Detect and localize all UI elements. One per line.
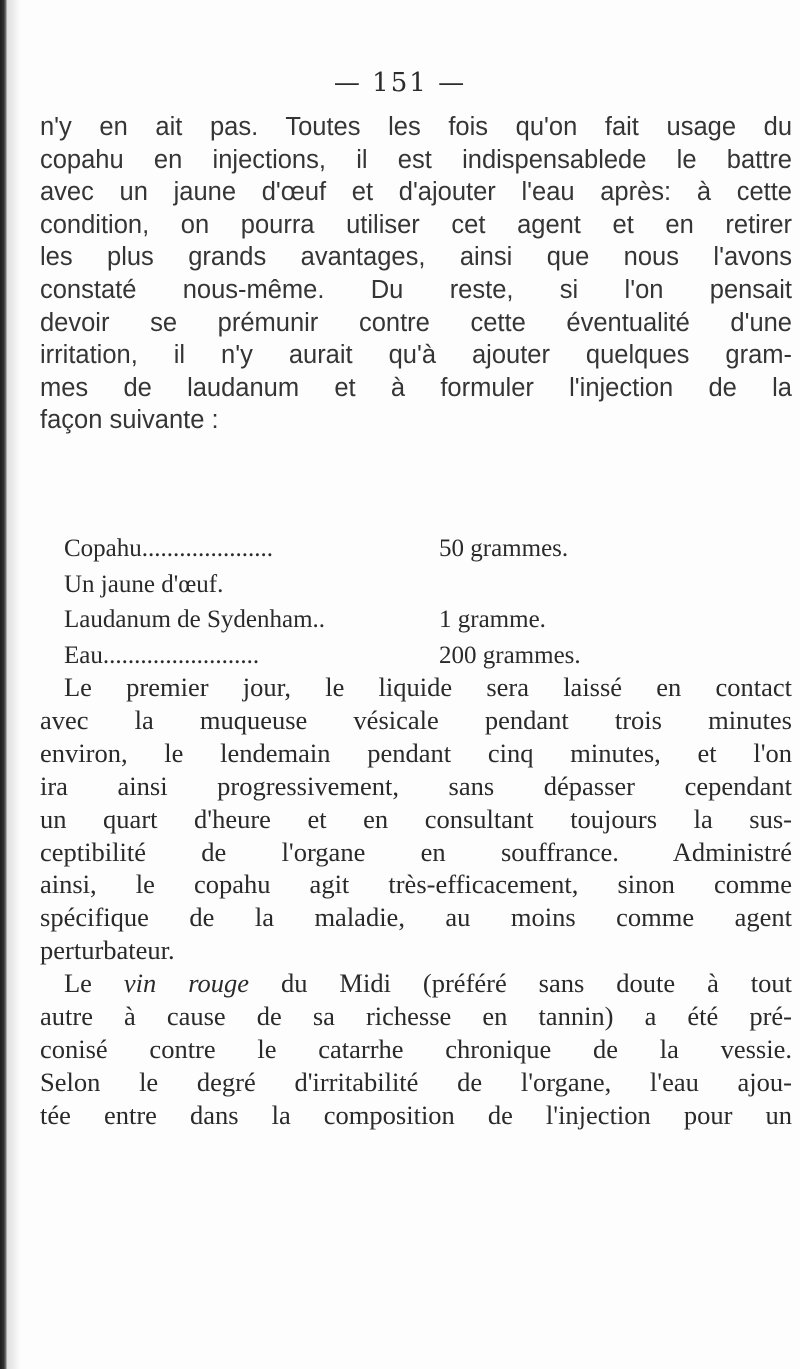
recipe-ingredient: Copahu..................... <box>64 535 274 562</box>
text-line: n'y en ait pas. Toutes les fois qu'on fait usage du <box>40 113 792 141</box>
recipe-item <box>64 602 764 638</box>
text-line: constaté nous-même. Du reste, si l'on pensait <box>40 275 792 304</box>
text-line: ira ainsi progressivement, sans dépasser cependant <box>40 770 792 801</box>
paragraph-1 <box>40 111 792 437</box>
binding-shadow <box>7 0 21 1369</box>
text-line: conisé contre le catarrhe chronique de la vessie. <box>40 1033 792 1064</box>
book-binding-edge <box>0 0 7 1369</box>
recipe-ingredient: Laudanum de Sydenham.. <box>64 606 326 633</box>
text-line: les plus grands avantages, ainsi que nous l'avons <box>40 243 792 272</box>
page-number: — 151 — <box>333 68 467 98</box>
text-line: copahu en injections, il est indispensablede le battre <box>40 145 792 174</box>
text-line <box>40 967 792 1000</box>
text-line: façon suivante : <box>40 406 219 435</box>
text-line: tée entre dans la composition de l'injection pour un <box>40 1099 792 1130</box>
text-fragment: du Midi (préféré sans doute à tout <box>249 968 792 999</box>
recipe-list <box>64 531 764 673</box>
text-line: Selon le degré d'irritabilité de l'organe, l'eau ajou- <box>40 1066 792 1097</box>
text-line: Le premier jour, le liquide sera laissé en contact <box>64 672 792 702</box>
text-line: mes de laudanum et à formuler l'injection de la <box>40 373 792 402</box>
recipe-amount: 50 grammes. <box>439 535 569 562</box>
paragraph-2-and-3 <box>40 671 792 1132</box>
text-fragment: Le <box>64 968 124 999</box>
text-line: spécifique de la maladie, au moins comme agent <box>40 902 792 933</box>
recipe-item <box>64 567 764 603</box>
recipe-item <box>64 638 764 674</box>
recipe-amount: 1 gramme. <box>439 606 546 633</box>
text-line: condition, on pourra utiliser cet agent et en retirer <box>40 210 792 239</box>
text-line: avec un jaune d'œuf et d'ajouter l'eau après: à cette <box>40 178 792 207</box>
text-line: autre à cause de sa richesse en tannin) a été pré- <box>40 1001 792 1032</box>
text-line: ceptibilité de l'organe en souffrance. Administré <box>40 836 792 867</box>
recipe-item <box>64 531 764 567</box>
text-line: ainsi, le copahu agit très-efficacement, sinon comme <box>40 869 792 900</box>
recipe-ingredient: Eau......................... <box>64 641 260 669</box>
text-line: irritation, il n'y aurait qu'à ajouter quelques gram- <box>40 341 792 370</box>
italic-term: vin rouge <box>123 968 250 999</box>
text-line: avec la muqueuse vésicale pendant trois minutes <box>40 704 792 735</box>
recipe-ingredient: Un jaune d'œuf. <box>64 570 224 598</box>
recipe-amount: 200 grammes. <box>439 641 581 669</box>
text-line: un quart d'heure et en consultant toujours la sus- <box>40 803 792 834</box>
text-line: perturbateur. <box>40 935 175 966</box>
text-line: devoir se prémunir contre cette éventualité d'une <box>40 308 792 337</box>
text-line: environ, le lendemain pendant cinq minutes, et l'on <box>40 737 792 768</box>
